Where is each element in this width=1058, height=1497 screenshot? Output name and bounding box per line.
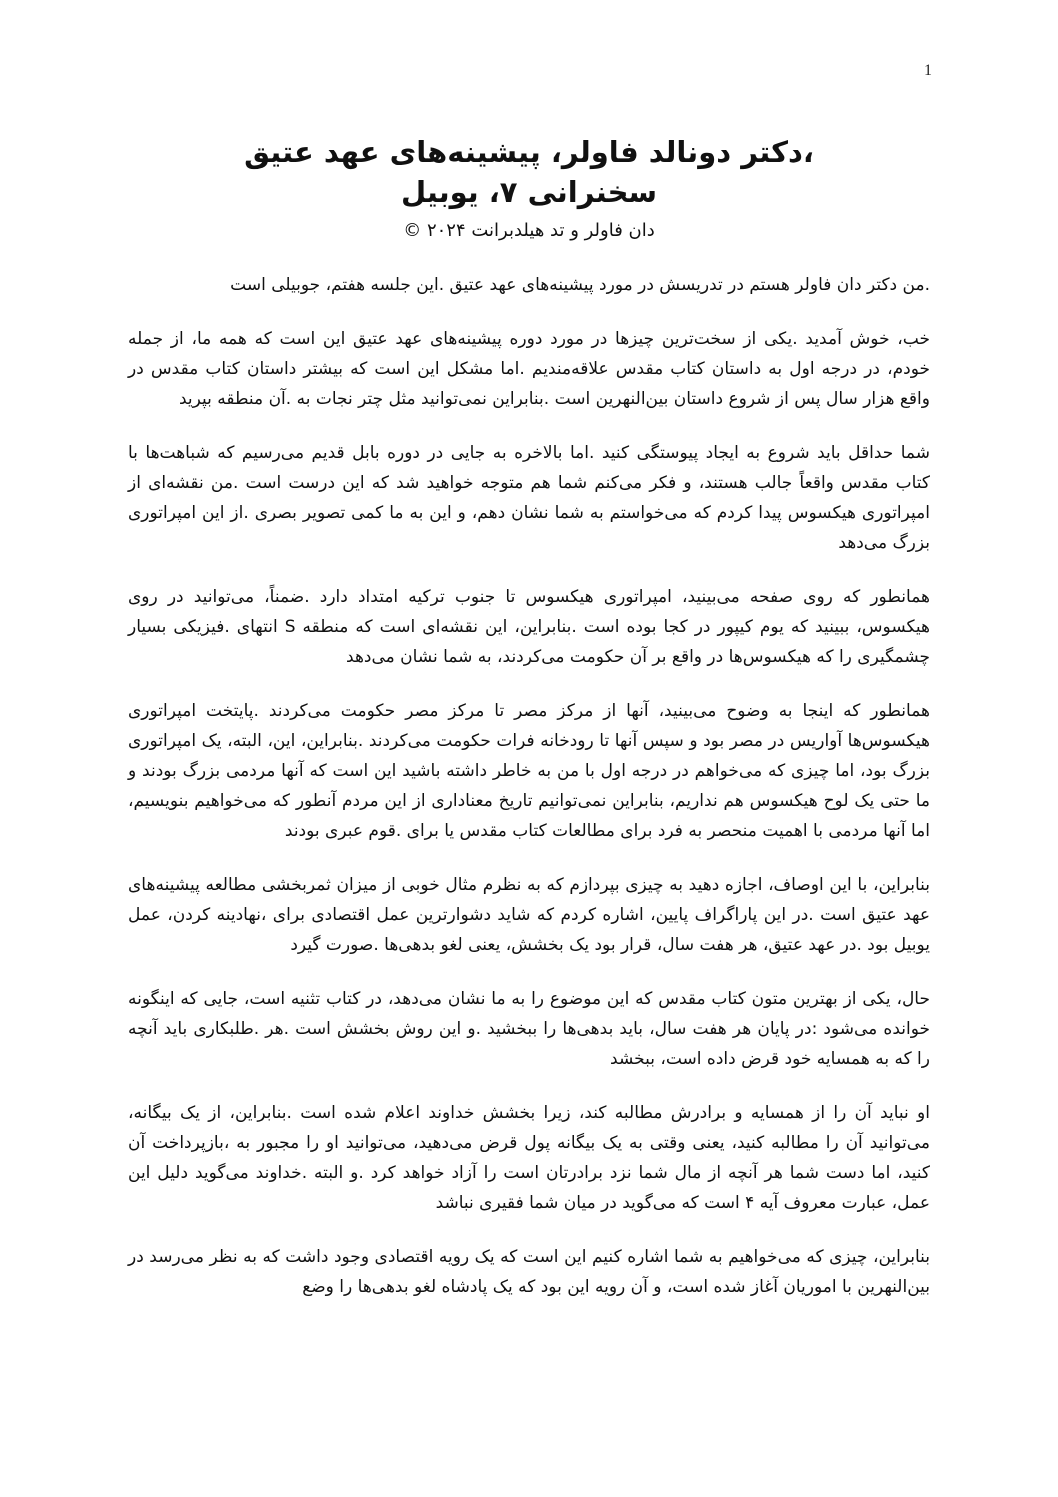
page-number: 1 (924, 62, 932, 79)
document-byline: دان فاولر و تد هیلدبرانت ۲۰۲۴ © (403, 220, 655, 241)
body-paragraph: حال، یکی از بهترین متون کتاب مقدس که این موضوع را به ما نشان می‌دهد، در کتاب تثنیه است، جایی که اینگونه خوانده می‌شود :در پایان هر هفت سال، باید بدهی‌ها را ببخشید .و این روش بخشش است .هر .طلبکاری باید آنچه را که به همسایه خود قرض داده است، ببخشد (128, 989, 930, 1069)
body-paragraph: خب، خوش آمدید .یکی از سخت‌ترین چیزها در مورد دوره پیشینه‌های عهد عتیق این است که همه ما، از جمله خودم، در درجه اول به داستان کتاب مقدس علاقه‌مندیم .اما مشکل این است که بیشتر داستان کتاب مقدس در واقع هزار سال پس از شروع داستان بین‌النهرین است .بنابراین نمی‌توانید مثل چتر نجات به .آن منطقه بپرید (128, 329, 930, 409)
document-title-line-2: سخنرانی ۷، یوبیل (400, 175, 658, 209)
document-header (128, 132, 930, 246)
body-paragraph: شما حداقل باید شروع به ایجاد پیوستگی کنید .اما بالاخره به جایی در دوره بابل قدیم می‌رسیم که شباهت‌ها با کتاب مقدس واقعاً جالب هستند، و فکر می‌کنم شما هم متوجه خواهید شد که این درست است .من نقشه‌ای از امپراتوری هیکسوس پیدا کردم که می‌خواستم به شما نشان دهم، و این به ما کمی تصویر بصری .از این امپراتوری بزرگ می‌دهد (128, 443, 930, 553)
body-paragraph: همانطور که اینجا به وضوح می‌بینید، آنها از مرکز مصر تا مرکز مصر حکومت می‌کردند .پایتخت امپراتوری هیکسوس‌ها آواریس در مصر بود و سپس آنها تا رودخانه فرات حکومت می‌کردند .بنابراین، این، البته، یک امپراتوری بزرگ بود، اما چیزی که می‌خواهم در درجه اول با من به خاطر داشته باشید این است که آنها مردمی بزرگ بودند و ما حتی یک لوح هیکسوس هم نداریم، بنابراین نمی‌توانیم تاریخ معناداری از این مردم آنطور که می‌خواهیم بنویسیم، اما آنها مردمی با اهمیت منحصر به فرد برای مطالعات کتاب مقدس یا برای .قوم عبری بودند (128, 701, 930, 841)
document-body (128, 270, 930, 1302)
body-paragraph: او نباید آن را از همسایه و برادرش مطالبه کند، زیرا بخشش خداوند اعلام شده است .بنابراین، از یک بیگانه، می‌توانید آن را مطالبه کنید، یعنی وقتی به یک بیگانه پول قرض می‌دهید، می‌توانید او را مجبور به ،بازپرداخت آن کنید، اما دست شما هر آنچه از مال شما نزد برادرتان است را آزاد خواهد کرد .و البته .خداوند می‌گوید دلیل این عمل، عبارت معروف آیه ۴ است که می‌گوید در میان شما فقیری نباشد (128, 1103, 930, 1213)
body-paragraph: همانطور که روی صفحه می‌بینید، امپراتوری هیکسوس تا جنوب ترکیه امتداد دارد .ضمناً، می‌توانید در روی هیکسوس، ببینید که یوم کیپور در کجا بوده است .بنابراین، این نقشه‌ای است که منطقه S انتهای .فیزیکی بسیار چشمگیری را که هیکسوس‌ها در واقع بر آن حکومت می‌کردند، به شما نشان می‌دهد (128, 587, 930, 667)
document-title-line-1: ،دکتر دونالد فاولر، پیشینه‌های عهد عتیق (244, 135, 814, 169)
body-paragraph: بنابراین، چیزی که می‌خواهیم به شما اشاره کنیم این است که یک رویه اقتصادی وجود داشت که به نظر می‌رسد در بین‌النهرین با اموریان آغاز شده است، و آن رویه این بود که یک پادشاه لغو بدهی‌ها را وضع (128, 1247, 930, 1297)
body-paragraph: .من دکتر دان فاولر هستم در تدریسش در مورد پیشینه‌های عهد عتیق .این جلسه هفتم، جوبیلی است (230, 275, 930, 295)
body-paragraph: بنابراین، با این اوصاف، اجازه دهید به چیزی بپردازم که به نظرم مثال خوبی از میزان ثمربخشی مطالعه پیشینه‌های عهد عتیق است .در این پاراگراف پایین، اشاره کردم که شاید دشوارترین عمل اقتصادی برای ،نهادینه کردن، عمل یوبیل بود .در عهد عتیق، هر هفت سال، قرار بود یک بخشش، یعنی لغو بدهی‌ها .صورت گیرد (128, 875, 930, 955)
